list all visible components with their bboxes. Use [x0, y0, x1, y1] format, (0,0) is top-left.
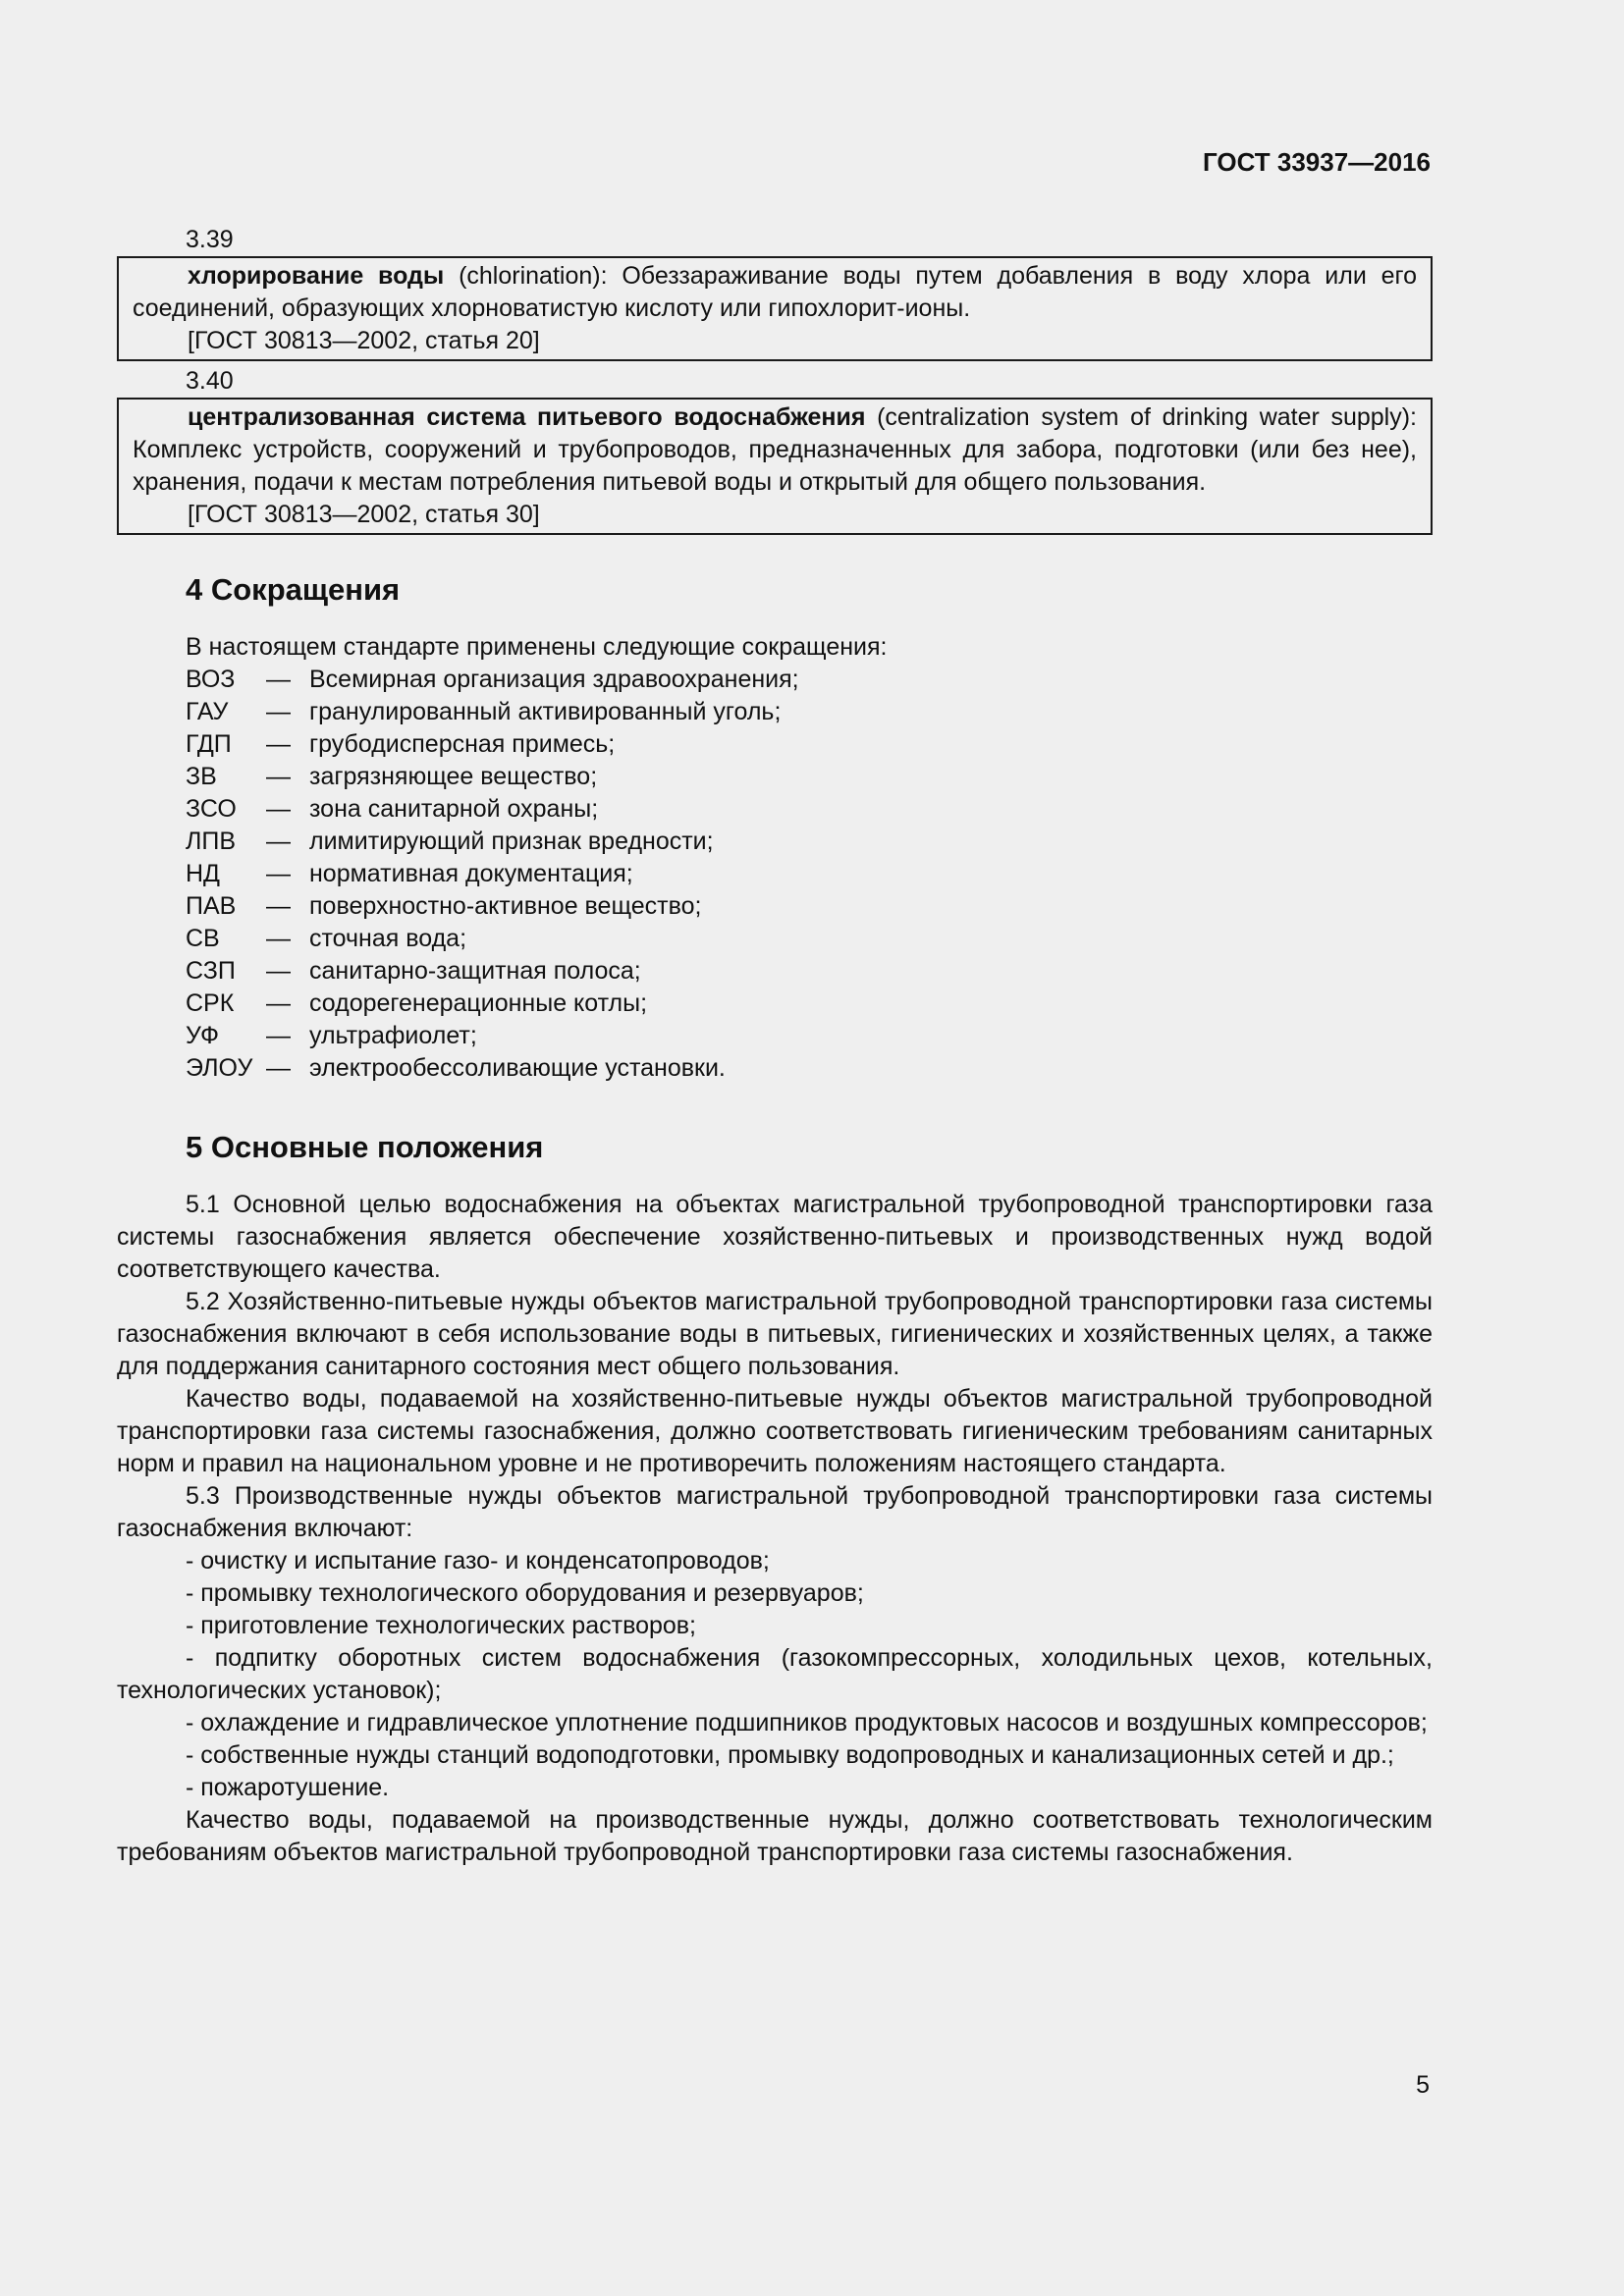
term-definition — [133, 260, 1417, 325]
abbreviation-row — [186, 793, 1433, 826]
dash: — — [266, 763, 291, 790]
dash: — — [266, 730, 291, 758]
paragraph: 5.1 Основной целью водоснабжения на объектах магистральной трубопроводной транспортировки газа системы газоснабжения является обеспечение хозяйственно-питьевых и производственных нужд водой соответствующего качества. — [117, 1191, 1433, 1283]
abbreviation-meaning: содорегенерационные котлы; — [309, 989, 648, 1017]
term-definition-text: (centralization system of drinking water supply): Комплекс устройств, сооружений и трубопроводов, предназначенных для забора, подготовки (или без нее), хранения, подачи к местам потребления питьевой воды и открытый для общего пользования. — [133, 403, 1418, 496]
abbreviation-row — [186, 1052, 1433, 1085]
term-reference: [ГОСТ 30813—2002, статья 30] — [188, 501, 540, 528]
abbreviation-row — [186, 664, 1433, 696]
paragraph: 5.2 Хозяйственно-питьевые нужды объектов магистральной трубопроводной транспортировки газа системы газоснабжения включают в себя использование воды в питьевых, гигиенических и хозяйственных целях, а также для поддержания санитарного состояния мест общего пользования. — [117, 1288, 1433, 1380]
abbreviation-meaning: поверхностно-активное вещество; — [309, 892, 702, 920]
abbreviation-row — [186, 923, 1433, 955]
abbreviation: ПАВ — [186, 892, 237, 920]
dash: — — [266, 892, 291, 920]
term-title: хлорирование воды — [188, 262, 445, 290]
dash: — — [266, 795, 291, 823]
abbreviation-row — [186, 826, 1433, 858]
abbreviation-meaning: гранулированный активированный уголь; — [309, 698, 782, 725]
dash: — — [266, 1022, 291, 1049]
abbreviation-meaning: загрязняющее вещество; — [309, 763, 598, 790]
document-code: ГОСТ 33937—2016 — [1203, 147, 1431, 177]
page-number: 5 — [1416, 2071, 1430, 2099]
abbreviation: ГДП — [186, 730, 232, 758]
abbreviation-row — [186, 761, 1433, 793]
term-number: 3.40 — [186, 367, 234, 395]
abbreviation-row — [186, 988, 1433, 1020]
dash: — — [266, 698, 291, 725]
dash: — — [266, 1054, 291, 1082]
term-definition-box — [117, 398, 1433, 535]
paragraph: 5.3 Производственные нужды объектов магистральной трубопроводной транспортировки газа системы газоснабжения включают: — [117, 1482, 1433, 1542]
dash: — — [266, 666, 291, 693]
abbreviation: ЭЛОУ — [186, 1054, 253, 1082]
abbreviation-row — [186, 858, 1433, 890]
abbreviation-row — [186, 728, 1433, 761]
dash: — — [266, 989, 291, 1017]
dash: — — [266, 925, 291, 952]
section-heading: 4 Сокращения — [186, 572, 401, 607]
abbreviation: СВ — [186, 925, 220, 952]
abbreviation-meaning: электрообессоливающие установки. — [309, 1054, 726, 1082]
dash: — — [266, 860, 291, 887]
abbreviation: ГАУ — [186, 698, 229, 725]
dash: — — [266, 828, 291, 855]
paragraph: Качество воды, подаваемой на производственные нужды, должно соответствовать технологическим требованиям объектов магистральной трубопроводной транспортировки газа системы газоснабжения. — [117, 1806, 1433, 1866]
abbreviation-meaning: нормативная документация; — [309, 860, 633, 887]
paragraph: Качество воды, подаваемой на хозяйственно-питьевые нужды объектов магистральной трубопроводной транспортировки газа системы газоснабжения, должно соответствовать гигиеническим требованиям санитарных норм и правил на национальном уровне и не противоречить положениям настоящего стандарта. — [117, 1385, 1433, 1477]
term-definition-text: (chlorination): Обеззараживание воды путем добавления в воду хлора или его соединений, образующих хлорноватистую кислоту или гипохлорит-ионы. — [133, 262, 1417, 322]
abbreviation-row — [186, 955, 1433, 988]
abbreviation: ЗВ — [186, 763, 217, 790]
abbreviation-meaning: сточная вода; — [309, 925, 467, 952]
section-heading: 5 Основные положения — [186, 1130, 544, 1164]
abbreviation: ВОЗ — [186, 666, 236, 693]
abbreviation-meaning: ультрафиолет; — [309, 1022, 477, 1049]
abbreviation-meaning: Всемирная организация здравоохранения; — [309, 666, 799, 693]
abbreviation-meaning: зона санитарной охраны; — [309, 795, 599, 823]
abbreviation-meaning: лимитирующий признак вредности; — [309, 828, 714, 855]
abbreviation-row — [186, 696, 1433, 728]
term-number: 3.39 — [186, 226, 234, 253]
abbreviation: ЛПВ — [186, 828, 237, 855]
list-item: - очистку и испытание газо- и конденсатопроводов; — [186, 1547, 770, 1575]
abbreviation: ЗСО — [186, 795, 237, 823]
term-reference: [ГОСТ 30813—2002, статья 20] — [188, 327, 540, 354]
abbreviation: НД — [186, 860, 220, 887]
term-title: централизованная система питьевого водоснабжения — [188, 403, 866, 431]
list-item: - собственные нужды станций водоподготовки, промывку водопроводных и канализационных сетей и др.; — [186, 1741, 1394, 1769]
abbreviation-row — [186, 1020, 1433, 1052]
abbreviation: СРК — [186, 989, 235, 1017]
list-item: - промывку технологического оборудования и резервуаров; — [186, 1579, 864, 1607]
list-item: - охлаждение и гидравлическое уплотнение подшипников продуктовых насосов и воздушных компрессоров; — [186, 1709, 1428, 1736]
term-definition — [133, 401, 1417, 499]
abbreviation: СЗП — [186, 957, 236, 985]
page-content — [117, 224, 1433, 1869]
abbreviation-row — [186, 890, 1433, 923]
list-item: - пожаротушение. — [186, 1774, 390, 1801]
abbreviation-meaning: санитарно-защитная полоса; — [309, 957, 641, 985]
term-definition-box — [117, 256, 1433, 361]
abbreviation: УФ — [186, 1022, 220, 1049]
list-item: - подпитку оборотных систем водоснабжения (газокомпрессорных, холодильных цехов, котельных, технологических установок); — [117, 1644, 1433, 1704]
abbreviations-list — [117, 664, 1433, 1085]
abbreviations-intro: В настоящем стандарте применены следующие сокращения: — [186, 633, 888, 661]
list-item: - приготовление технологических растворов; — [186, 1612, 697, 1639]
abbreviation-meaning: грубодисперсная примесь; — [309, 730, 616, 758]
dash: — — [266, 957, 291, 985]
